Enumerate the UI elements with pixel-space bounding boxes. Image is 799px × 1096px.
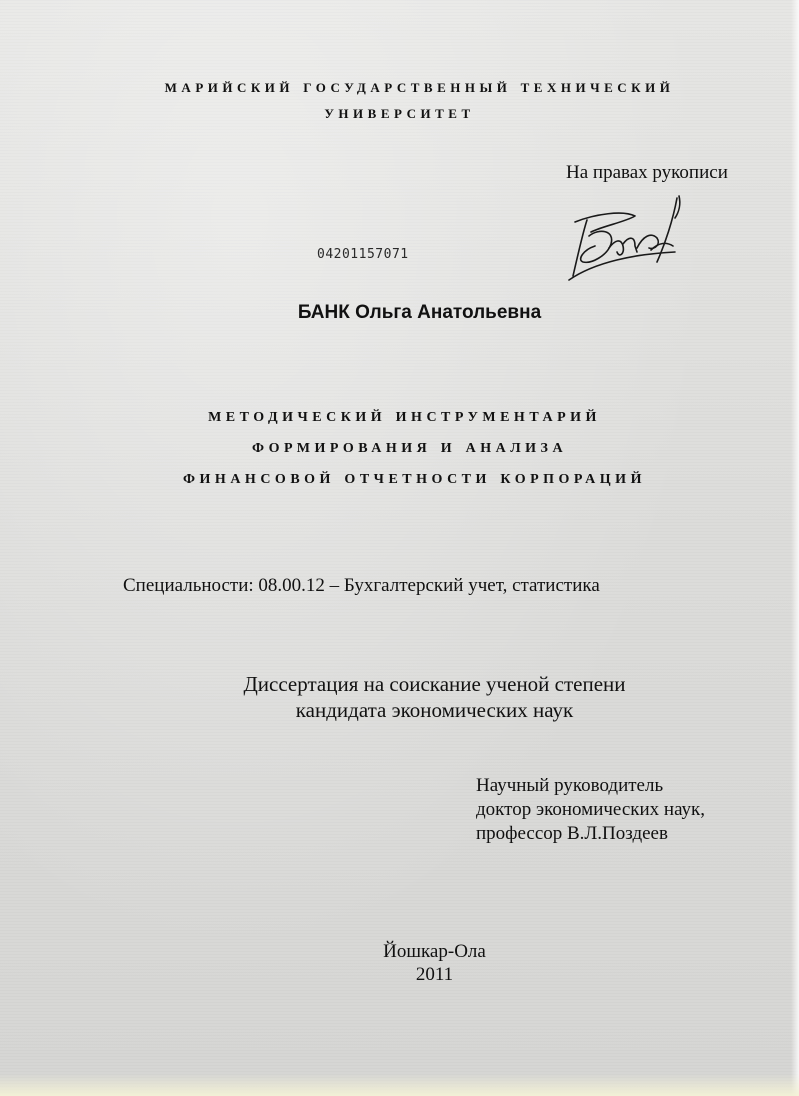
specialty-line: Специальности: 08.00.12 – Бухгалтерский учет, статистика — [123, 575, 600, 596]
place-and-year — [0, 940, 799, 986]
page-edge-bottom — [0, 1074, 799, 1096]
year: 2011 — [415, 964, 454, 985]
dissertation-degree — [0, 671, 799, 723]
city-name: Йошкар-Ола — [383, 941, 486, 962]
university-line-2: университет — [324, 102, 475, 123]
title-line-1: методический инструментарий — [208, 404, 601, 426]
supervisor-line-2: доктор экономических наук, — [476, 799, 706, 820]
dissertation-title — [0, 400, 799, 493]
signature-image — [565, 192, 705, 284]
registration-code: 04201157071 — [317, 247, 409, 262]
degree-line-1: Диссертация на соискание ученой степени — [243, 672, 626, 696]
supervisor-line-3: профессор В.Л.Поздеев — [476, 823, 668, 844]
author-name: БАНК Ольга Анатольевна — [297, 302, 542, 323]
supervisor-line-1: Научный руководитель — [476, 775, 664, 796]
title-line-3: финансовой отчетности корпораций — [183, 466, 646, 488]
university-heading — [0, 74, 799, 126]
degree-line-2: кандидата экономических наук — [295, 698, 574, 722]
manuscript-rights-note: На правах рукописи — [566, 162, 728, 183]
scientific-supervisor — [476, 774, 705, 846]
university-line-1: марийский государственный технический — [164, 76, 675, 97]
title-line-2: формирования и анализа — [251, 435, 568, 457]
page-edge-right — [791, 0, 799, 1096]
